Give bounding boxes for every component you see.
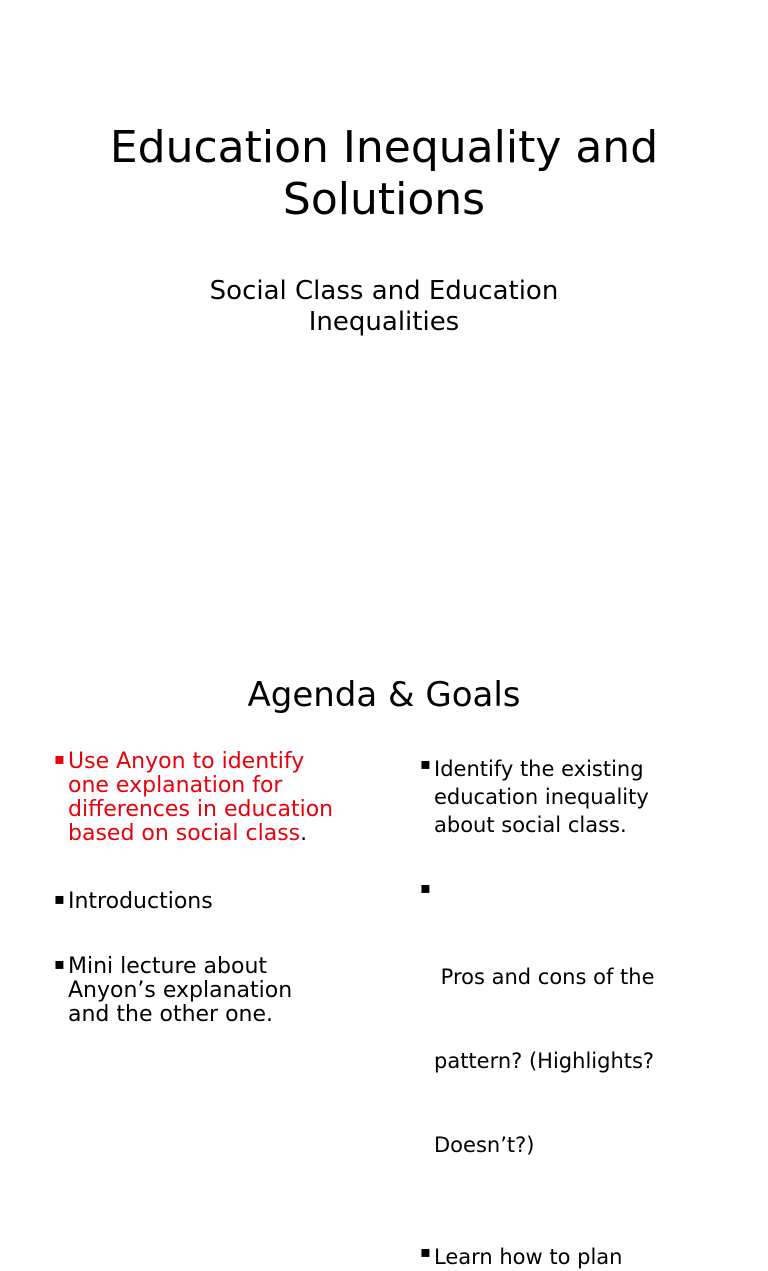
agenda-item-line: Use Anyon to identify [68, 749, 305, 774]
agenda-item-line: and the other one. [68, 1002, 274, 1027]
agenda-item-line: Anyon’s explanation [68, 978, 293, 1003]
bullet-icon: ▪ [54, 889, 65, 908]
agenda-item-punctuation: . [300, 821, 308, 846]
agenda-item-line: differences in education [68, 797, 334, 822]
agenda-item-line: Doesn’t?) [434, 1133, 535, 1157]
bullet-icon: ▪ [420, 1242, 431, 1261]
agenda-item-line: Learn how to plan [434, 1245, 623, 1269]
agenda-item-line: about social class. [434, 813, 627, 837]
agenda-title: Agenda & Goals [247, 675, 521, 715]
bullet-icon: ▪ [420, 878, 431, 897]
slide-title-line: Education Inequality and [109, 122, 659, 173]
bullet-icon: ▪ [54, 954, 65, 973]
agenda-item [54, 890, 384, 914]
agenda-item-line: Pros and cons of the [434, 965, 655, 989]
slide-title [0, 122, 768, 226]
agenda-item-line [68, 822, 384, 846]
agenda-item [54, 750, 384, 846]
agenda-item-line: Identify the existing [434, 757, 644, 781]
bullet-icon: ▪ [420, 754, 431, 773]
agenda-item [420, 879, 750, 1215]
slide-subtitle [0, 276, 768, 338]
agenda-item [420, 755, 750, 839]
bullet-icon: ▪ [54, 749, 65, 768]
agenda-item-text: based on social class [68, 821, 301, 846]
slide-subtitle-line: Inequalities [308, 307, 460, 337]
agenda-item-line: pattern? (Highlights? [434, 1049, 655, 1073]
agenda-item [420, 1243, 750, 1271]
agenda-left-column [54, 750, 384, 1027]
slide-subtitle-line: Social Class and Education [209, 276, 559, 306]
agenda-item [54, 955, 384, 1027]
agenda-item-line: one explanation for [68, 773, 283, 798]
agenda-right-column [420, 755, 750, 1271]
agenda-item-line: education inequality [434, 785, 649, 809]
agenda-item-line: Mini lecture about [68, 954, 268, 979]
agenda-item-line: Introductions [68, 889, 213, 914]
slide-title-line: Solutions [282, 174, 486, 225]
